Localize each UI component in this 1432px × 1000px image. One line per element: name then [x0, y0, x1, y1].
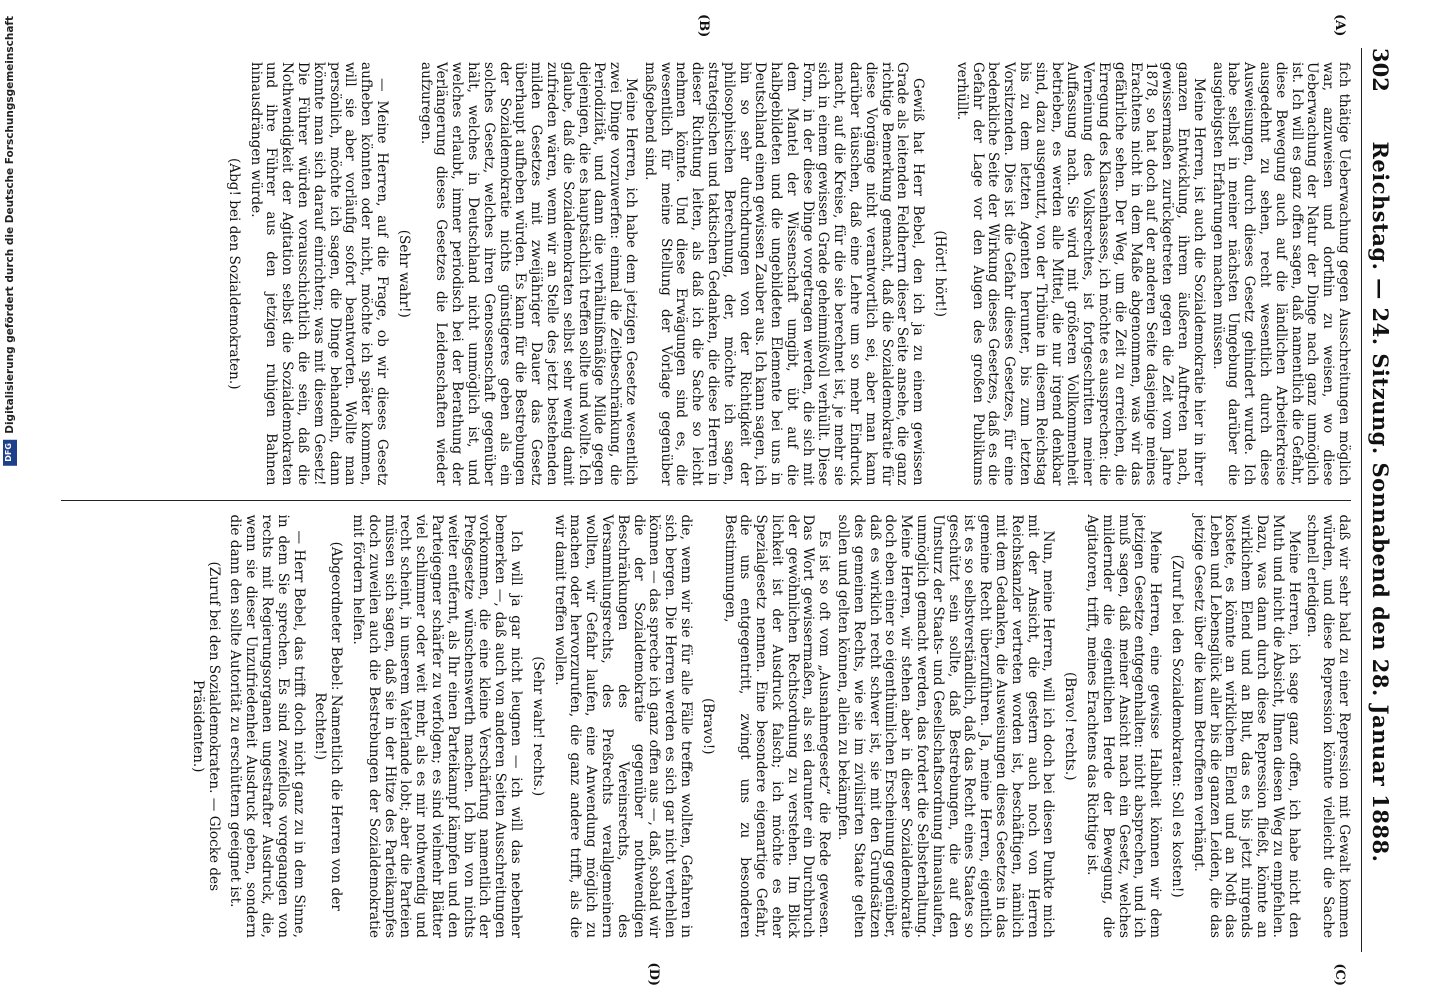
interjection: (Bravo! rechts.) — [1062, 671, 1079, 781]
paragraph: die, wenn wir sie für alle Fälle treffen wollten, Gefahren in sich bergen. Die Herren werden es sich gar nicht verhehlen können — das spreche ich ganz offen aus —, daß, sobald wir die der Sozialdemokratie gegenüber nothwendigen Beschränkungen des Vereinsrechts, des Versammlungsrechts, des Preßrechts verallgemeinern wollten, wir Gefahr laufen, eine Anwendung möglich zu machen oder hervorzurufen, die ganz andere trifft, als die wir damit treffen wollen. — [551, 514, 694, 938]
paragraph: fich thätige Ueberwachung gegen Ausschreitungen möglich war, anzuweisen und dorthin zu weisen, wo diese Ueberwachung der Natur der Dinge nach ganz unmöglich ist. Ich will es ganz offen sagen, daß namentlich die Gefahr, diese Bewegung auch auf die ländlichen Arbeiterkreise ausgedehnt zu sehen, recht wesentlich durch diese Ausweisungen, durch dieses Gesetz gehindert wurde. Ich habe selbst in meiner nächsten Umgebung darüber die ausgiebigsten Erfahrungen machen müssen. — [1209, 62, 1352, 486]
paragraph: Nun, meine Herren, will ich doch bei diesen Punkte mich mit der Ansicht, die gestern auch noch von Herren Reichskanzler vertreten worden ist, beschäftigen, nämlich mit dem Gedanken, die Ausweisungen dieses Gesetzes in das gemeine Recht überzuführen. Ja, meine Herren, eigentlich ist es so selbstverständlich, daß das Recht eines Staates so geschützt sein sollte, daß Bestrebungen, die auf den Umsturz der Staats- und Gesellschaftsordnung hinauslaufen, unmöglich gemacht werden, das fordert die Selbsterhaltung. Meine Herren, wir stehen aber in dieser Sozialdemokratie doch eben einer so eigenthümlichen Erscheinung gegenüber, daß es wirklich recht schwer ist, sie mit den Grundsätzen des gemeinen Rechts, wie sie im zivilisirten Staate gelten sollen und gelten können, allein zu bekämpfen. — [835, 514, 1057, 938]
page-title: Reichstag. — 24. Sitzung. Sonnabend den 28. Januar 1888. — [1368, 141, 1393, 863]
paragraph: Ich will ja gar nicht leugnen — ich will das nebenher bemerken —, daß auch von anderen Seiten Ausschreitungen vorkommen, die eine kleine Verschärfung namentlich der Preßgesetze wünschenswerth machen. Ich bin von nichts weiter entfernt, als Ihr einen Parteikampf kämpfen und den Parteigegner schärfer zu verfolgen; es sind vielmehr Blätter viel schlimmer oder weit mehr, als es mir nothwendig und recht scheint, in unserem Vaterlande lobt; aber die Parteien müssen sich sagen, daß sie in der Hitze des Parteikampfes doch zuweilen auch die Bestrebungen der Sozialdemokratie mit fördern helfen. — [349, 514, 524, 938]
dfg-logo-icon: DFG — [3, 440, 17, 466]
page-header — [1361, 48, 1393, 952]
interjection: (Hört! hört!) — [932, 230, 949, 318]
interjection: (Abg! bei den Sozialdemokraten.) — [225, 157, 242, 390]
interjection: (Bravo!) — [699, 697, 716, 755]
margin-marker-d: (D) — [646, 962, 661, 986]
paragraph: Es ist so oft vom „Ausnahmegesetz“ die Rede gewesen. Das Wort gewissermaßen, als sei darunter ein Durchbruch der gewöhnlichen Rechtsordnung zu verstehen. Im Blick lichkeit ist der Ausdruck falsch; ich möchte es eher Spezialgesetz nennen. Eine besondere eigenartige Gefahr, die uns entgegentritt, zwingt uns zu besonderen Bestimmungen, — [721, 514, 833, 938]
document-page — [21, 10, 1411, 990]
interjection: (Sehr wahr! rechts.) — [529, 656, 546, 797]
digitization-credit — [3, 16, 17, 466]
margin-marker-b: (B) — [696, 14, 711, 38]
interjection: (Sehr wahr!) — [395, 229, 412, 318]
paragraph: — Meine Herren, auf die Frage, ob wir dieses Gesetz aufheben könnten oder nicht, möchte ich später kommen, will sie aber vorläufig sofort beantworten. Wollte man persönlich, möchte ich sagen, die Dinge behandeln, dann könnte man sich darauf einrichten; was mit diesem Gesetz! Die Führer würden vorausschichtlich die sein, daß die Nothwendigkeit der Agitation selbst die Sozialdemokraten und ihre Führer aus den jetzigen ruhigen Bahnen hinausdrängen würde. — [247, 62, 390, 486]
paragraph: — Herr Bebel, das trifft doch nicht ganz zu in dem Sinne, in dem Sie sprechen. Es sind zweifellos vorgegangen von rechts mit Regierungsorganen ungestrafter Ausdruck, die, wenn sie dieser Unzufriedenheit Ausdruck geben, sondern die dann den sollte Autorität zu erschüttern geeignet ist. — [227, 514, 307, 938]
margin-marker-c: (C) — [1332, 963, 1347, 986]
text-columns — [61, 14, 1352, 986]
paragraph: Meine Herren, ich sage ganz offen, ich habe nicht den Muth und nicht die Absicht, Ihnen diesen Weg zu empfehlen. Dazu, was dann durch diese Repression fließt, könnte an wirklichem Elend und an Blut, das es bis jetzt nirgends kostete, es könnte an wirklichem Elend und an Noth das Leben und Lebensglück aller bis die ganzen Leiden, die das jetzige Gesetz über die kaum Betroffenen verhängt. — [1190, 514, 1302, 938]
paragraph: Gewiß hat Herr Bebel, den ich ja zu einem gewissen Grade als leitenden Feldherrn dieser Seite ansehe, die ganz richtige Bemerkung gemacht, daß die Sozialdemokratie für diese Vorgänge nicht verantwortlich sei, aber man kann darüber täuschen, daß eine Lehre um so mehr Eindruck macht, auf die Kreise, für die sie berechnet ist, je mehr sie sich in einem gewissen Grade geheimnißvoll verhüllt. Diese Form, in der diese Dinge vorgetragen werden, die sich mit dem Mantel der Wissenschaft umgibt, übt auf die halbgebildeten und die ungebildeten Elemente bei uns in Deutschland einen gewissen Zauber aus. Ich kann sagen, ich bin so sehr durchdrungen von der Richtigkeit der philosophischen Berechnung, der, möchte ich sagen, strategischen und taktischen Gedanken, die diese Herren in dieser Richtung leiten, als daß ich die Sache so leicht nehmen könnte. Und diese Erwägungen sind es, die wesentlich für meine Stellung der Vorlage gegenüber maßgebend sind. — [641, 62, 927, 486]
interjection: (Zuruf bei den Sozialdemokraten: Soll es kosten!) — [1169, 554, 1186, 898]
page-number: 302 — [1368, 48, 1393, 92]
interjection: (Abgeordneter Bebel: Namentlich die Herren von der Rechten!) — [312, 541, 345, 911]
interjection: (Zuruf bei den Sozialdemokraten. — Glocke des Präsidenten.) — [189, 561, 222, 892]
paragraph: daß wir sehr bald zu einer Repression mit Gewalt kommen würden, und diese Repression könnte vielleicht die Sache schnell erledigen. — [1304, 514, 1352, 938]
left-column — [61, 14, 1352, 500]
credit-text: Digitalisierung gefördert durch die Deutsche Forschungsgemeinschaft — [4, 16, 16, 434]
paragraph: Meine Herren, ich habe dem jetzigen Gesetze wesentlich zwei Dinge vorzuwerfen: einmal die Zeitbeschränkung, die Periodizität, und dann die verhältnißmäßige Milde gegen diejenigen, die es hauptsächlich treffen sollte und wollte. Ich glaube, daß die Sozialdemokraten selbst sehr wenig damit zufrieden wären, wenn wir an Stelle des jetzt bestehenden milden Gesetzes mit zweijähriger Dauer das Gesetz überhaupt aufheben würden. Es kann für die Bestrebungen der Sozialdemokratie nichts günstigeres geben als ein solches Gesetz, welches ihren Genossenschaft gegenüber hält, welches in Deutschland nicht unmöglich ist, und welches erlaubt, immer periodisch bei der Berathung der Verlängerung dieses Gesetzes die Leidenschaften wieder aufzuregen. — [417, 62, 639, 486]
margin-marker-a: (A) — [1332, 14, 1347, 37]
right-column — [61, 500, 1352, 986]
paragraph: Meine Herren, eine gewisse Halbheit können wir dem jetzigen Gesetze entgegenhalten: nicht absprechen, und ich muß sagen, daß meiner Ansicht nach ein Gesetz, welches mildernder die eigentlichen Herde der Bewegung, die Agitatoren, trifft, meines Erachtens das Richtige ist. — [1084, 514, 1164, 938]
paragraph: Meine Herren, ist auch die Sozialdemokratie hier in ihrer ganzen Entwicklung, ihrem äußeren Auftreten nach, gewissermaßen zurückgetreten gegen die Zeit vom Jahre 1878, so hat doch auf der anderen Seite dasjenige meines Erachtens nicht in dem Maße abgenommen, was wir das gefährliche sehen. Der Weg, um die Zeit zu erreichen, die Erregung des Klassenhasses, ich möchte es aussprechen: die Verneinung des Volksrechtes, ist fortgeschritten meiner Auffassung nach. Sie wird mit größeren Vollkommenheit betrieben, es werden alle Mittel, die nur irgend denkbar sind, dazu ausgenutzt, von der Tribüne in diesem Reichstag bis zu dem letzten Agenten herunter, bis zum letzten Vorsitzenden. Dies ist die Gefahr dieses Gesetzes, für eine bedenkliche Seite der Wirkung dieses Gesetzes, daß es die Gefahr der Lage vor den Augen des großen Publikums verhüllt. — [953, 62, 1207, 486]
